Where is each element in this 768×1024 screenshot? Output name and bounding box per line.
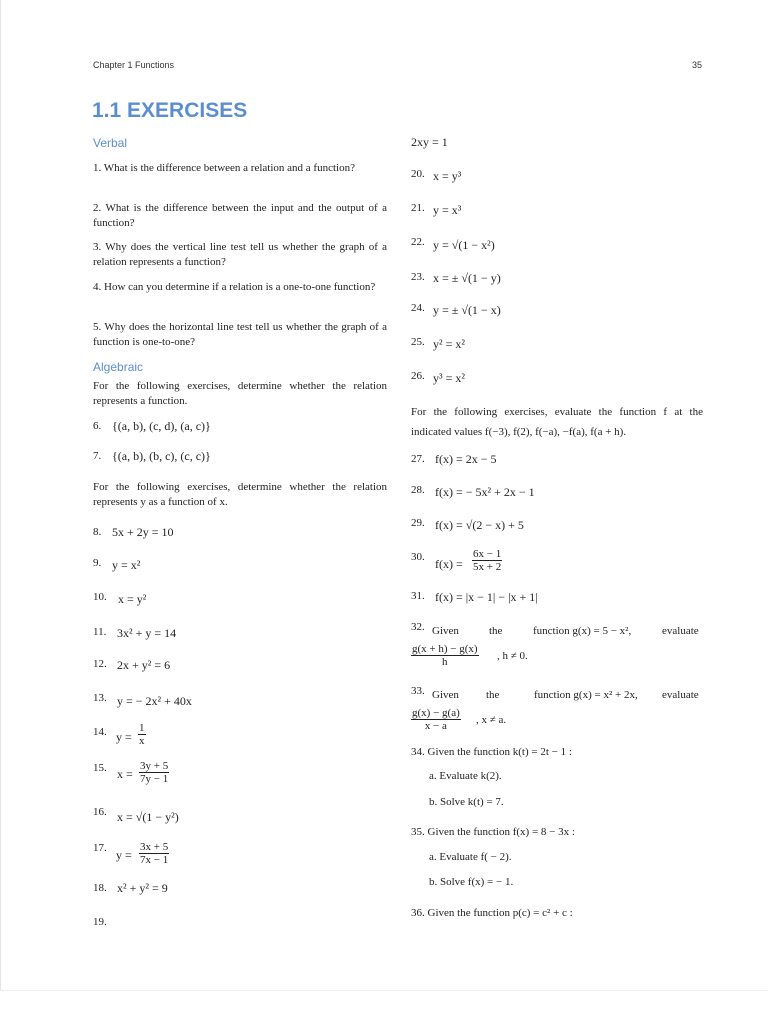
exercise-number: 33.: [411, 685, 425, 697]
exercise-number: 28.: [411, 484, 425, 496]
exercise-32-given: Given: [432, 625, 459, 637]
exercise-26-expression: y³ = x²: [433, 371, 465, 385]
exercise-12-expression: 2x + y² = 6: [117, 658, 171, 672]
exercise-27-expression: f(x) = 2x − 5: [435, 452, 497, 466]
exercise-number: 15.: [93, 762, 107, 774]
exercise-2: 2. What is the difference between the input and the output of a function?: [93, 202, 387, 229]
exercise-number: 32.: [411, 621, 425, 633]
exercise-number: 23.: [411, 271, 425, 283]
exercise-9-expression: y = x²: [112, 558, 141, 572]
exercise-3: 3. Why does the vertical line test tell us whether the graph of a relation represents a function?: [93, 241, 387, 268]
exercise-number: 7.: [93, 450, 102, 462]
running-header: Chapter 1 Functions: [93, 60, 175, 70]
exercise-19-expression: 2xy = 1: [411, 135, 448, 149]
exercise-35-stem: 35. Given the function f(x) = 8 − 3x :: [411, 826, 575, 838]
exercise-22-expression: y = √(1 − x²): [433, 238, 495, 252]
fraction-denominator: h: [442, 656, 448, 668]
fraction-denominator: 7x − 1: [140, 854, 169, 866]
fraction-numerator: g(x + h) − g(x): [412, 643, 478, 655]
page-bottom-edge: [0, 990, 768, 991]
exercise-33-condition: , x ≠ a.: [476, 714, 507, 726]
exercise-number: 31.: [411, 590, 425, 602]
exercise-31-expression: f(x) = |x − 1| − |x + 1|: [435, 590, 538, 604]
exercise-5: 5. Why does the horizontal line test tell us whether the graph of a function is one-to-one?: [93, 321, 387, 348]
exercise-6-expression: {(a, b), (c, d), (a, c)}: [112, 419, 211, 433]
exercise-10-expression: x = y²: [118, 592, 147, 606]
exercise-14-fraction: [138, 722, 146, 747]
fraction-denominator: x: [139, 735, 145, 747]
exercise-33-the: the: [486, 689, 500, 701]
exercise-33-given: Given: [432, 689, 459, 701]
exercise-29-expression: f(x) = √(2 − x) + 5: [435, 518, 524, 532]
instruction-relation: For the following exercises, determine whether the relation represents a function.: [93, 380, 387, 407]
exercise-21-expression: y = x³: [433, 203, 462, 217]
exercise-number: 24.: [411, 302, 425, 314]
exercise-33-difference-quotient: [411, 707, 461, 732]
exercise-32-difference-quotient: [411, 643, 479, 668]
page-title: 1.1 EXERCISES: [92, 99, 248, 122]
fraction-numerator: 1: [139, 722, 145, 734]
exercise-number: 22.: [411, 236, 425, 248]
page-edge: [0, 0, 1, 990]
fraction-denominator: x − a: [424, 720, 447, 732]
exercise-number: 27.: [411, 453, 425, 465]
exercise-28-expression: f(x) = − 5x² + 2x − 1: [435, 485, 535, 499]
exercise-number: 11.: [93, 626, 107, 638]
fraction-denominator: 5x + 2: [473, 561, 502, 573]
exercise-number: 9.: [93, 557, 102, 569]
exercise-34-part-b: b. Solve k(t) = 7.: [429, 796, 504, 808]
exercise-15-lhs: x =: [117, 767, 133, 781]
exercise-14-lhs: y =: [116, 730, 132, 744]
exercise-33-evaluate: evaluate: [662, 689, 699, 701]
exercise-number: 10.: [93, 591, 107, 603]
exercise-8-expression: 5x + 2y = 10: [112, 525, 174, 539]
exercise-number: 14.: [93, 726, 107, 738]
fraction-numerator: 6x − 1: [473, 548, 502, 560]
exercise-32-evaluate: evaluate: [662, 625, 699, 637]
exercise-7-expression: {(a, b), (b, c), (c, c)}: [112, 449, 211, 463]
exercise-32-condition: , h ≠ 0.: [497, 650, 528, 662]
fraction-numerator: 3y + 5: [140, 760, 169, 772]
exercise-34-stem: 34. Given the function k(t) = 2t − 1 :: [411, 746, 572, 758]
exercise-36-stem: 36. Given the function p(c) = c² + c :: [411, 907, 573, 919]
exercise-13-expression: y = − 2x² + 40x: [117, 694, 192, 708]
exercise-number: 12.: [93, 658, 107, 670]
exercise-16-expression: x = √(1 − y²): [117, 810, 179, 824]
page-number: 35: [692, 60, 703, 70]
exercise-number: 18.: [93, 882, 107, 894]
exercise-24-expression: y = ± √(1 − x): [433, 303, 501, 317]
exercise-number: 21.: [411, 202, 425, 214]
exercise-number: 17.: [93, 842, 107, 854]
exercise-33-function: function g(x) = x² + 2x,: [534, 689, 638, 701]
exercise-30-fraction: [472, 548, 502, 573]
exercise-1: 1. What is the difference between a relation and a function?: [93, 162, 355, 174]
exercise-30-lhs: f(x) =: [435, 557, 463, 571]
exercise-number: 16.: [93, 806, 107, 818]
exercise-15-fraction: [139, 760, 169, 785]
exercise-number: 13.: [93, 692, 107, 704]
exercise-34-part-a: a. Evaluate k(2).: [429, 770, 502, 782]
exercise-number: 8.: [93, 526, 102, 538]
exercise-18-expression: x² + y² = 9: [117, 881, 168, 895]
exercise-17-lhs: y =: [116, 848, 132, 862]
exercise-number: 29.: [411, 517, 425, 529]
section-heading-verbal: Verbal: [93, 136, 128, 150]
exercise-number: 20.: [411, 168, 425, 180]
fraction-numerator: g(x) − g(a): [412, 707, 460, 719]
exercise-17-fraction: [139, 841, 169, 866]
exercise-20-expression: x = y³: [433, 169, 462, 183]
exercise-25-expression: y² = x²: [433, 337, 465, 351]
exercise-35-part-a: a. Evaluate f( − 2).: [429, 851, 512, 863]
exercise-number: 19.: [93, 916, 107, 928]
exercise-23-expression: x = ± √(1 − y): [433, 271, 501, 285]
fraction-numerator: 3x + 5: [140, 841, 169, 853]
exercise-11-expression: 3x² + y = 14: [117, 626, 177, 640]
section-heading-algebraic: Algebraic: [93, 360, 144, 374]
exercise-number: 26.: [411, 370, 425, 382]
exercise-32-the: the: [489, 625, 503, 637]
instruction-y-function: For the following exercises, determine whether the relation represents y as a function of x.: [93, 481, 387, 508]
exercise-4: 4. How can you determine if a relation is a one-to-one function?: [93, 281, 376, 293]
exercise-number: 6.: [93, 420, 102, 432]
instruction-evaluate: For the following exercises, evaluate the function f at the indicated values f(−3), f(2), f(−a), −f(a), f(a + h).: [411, 406, 703, 438]
exercise-number: 30.: [411, 551, 425, 563]
exercise-number: 25.: [411, 336, 425, 348]
exercise-32-function: function g(x) = 5 − x²,: [533, 625, 632, 637]
fraction-denominator: 7y − 1: [140, 773, 169, 785]
exercise-35-part-b: b. Solve f(x) = − 1.: [429, 876, 514, 888]
